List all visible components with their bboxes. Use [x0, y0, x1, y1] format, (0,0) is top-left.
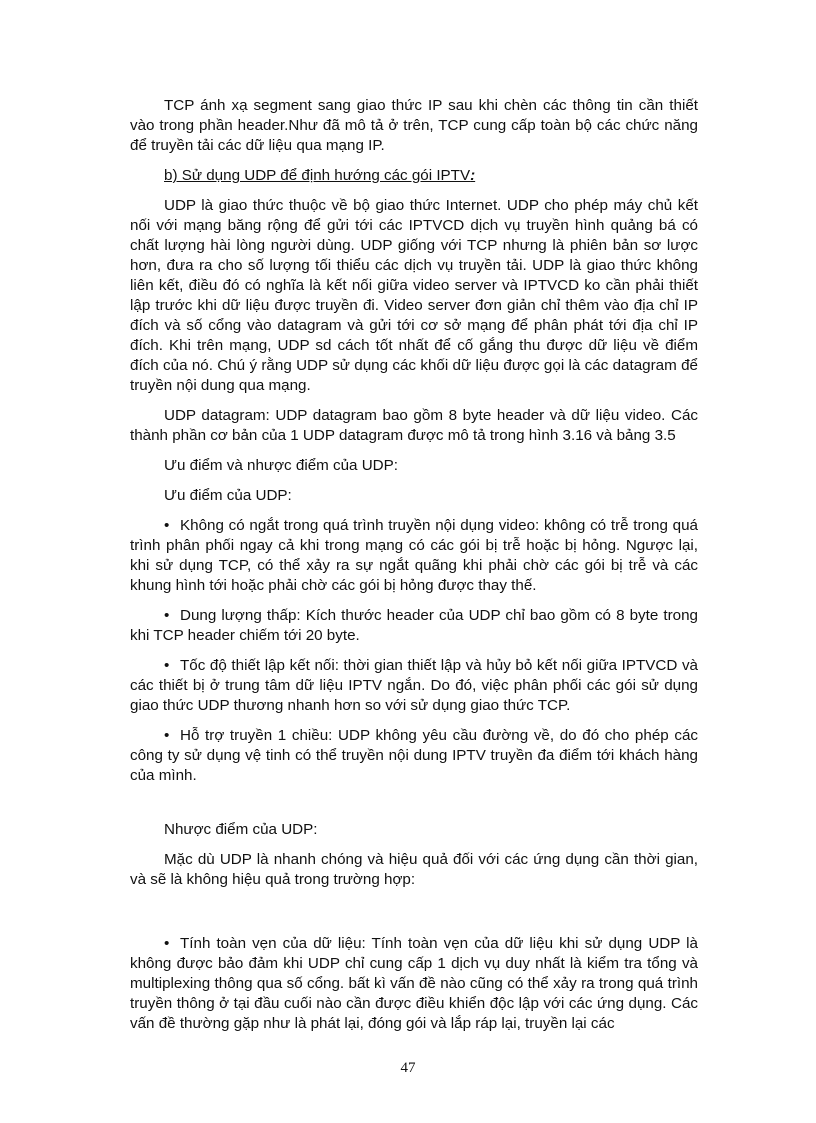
paragraph-tcp-mapping: TCP ánh xạ segment sang giao thức IP sau khi chèn các thông tin cần thiết vào trong phần header.Như đã mô tả ở trên, TCP cung cấp toàn bộ các chức năng để truyền tải các dữ liệu qua mạng IP. — [130, 97, 698, 154]
bullet-dot-icon: • — [164, 657, 170, 674]
bullet-text-low-overhead: Dung lượng thấp: Kích thước header của UDP chỉ bao gồm có 8 byte trong khi TCP header chiếm tới 20 byte. — [130, 607, 698, 644]
bullet-dot-icon: • — [164, 727, 170, 744]
paragraph-udp-intro: UDP là giao thức thuộc về bộ giao thức Internet. UDP cho phép máy chủ kết nối với mạng băng rộng để gửi tới các IPTVCD dịch vụ truyền hình quảng bá có chất lượng hài lòng người dùng. UDP giống với TCP nhưng là phiên bản sơ lược hơn, đưa ra cho số lượng tối thiểu các dịch vụ truyền tải. UDP là giao thức không liên kết, điều đó có nghĩa là kết nối giữa video server và IPTVCD ko cần phải thiết lập trước khi dữ liệu được truyền đi. Video server đơn giản chỉ thêm vào địa chỉ IP đích và số cổng vào datagram và gửi tới cơ sở mạng để phân phát tới địa chỉ IP đích. Khi trên mạng, UDP sd cách tốt nhất để cố gắng thu được dữ liệu về điểm đích của nó. Chú ý rằng UDP sử dụng các khối dữ liệu được gọi là các datagram để truyền nội dung qua mạng. — [130, 197, 698, 394]
bullet-item — [130, 934, 698, 1034]
label-pros-and-cons: Ưu điểm và nhược điểm của UDP: — [164, 457, 398, 474]
page-number: 47 — [400, 1060, 416, 1076]
section-heading-colon: : — [470, 167, 476, 184]
vertical-spacer — [130, 786, 698, 820]
bullet-item — [130, 516, 698, 596]
bullet-dot-icon: • — [164, 607, 170, 624]
paragraph-udp-datagram: UDP datagram: UDP datagram bao gồm 8 byte header và dữ liệu video. Các thành phần cơ bản của 1 UDP datagram được mô tả trong hình 3.16 và bảng 3.5 — [130, 407, 698, 444]
section-heading-udp — [164, 166, 698, 186]
paragraph-cons-intro: Mặc dù UDP là nhanh chóng và hiệu quả đối với các ứng dụng cần thời gian, và sẽ là không hiệu quả trong trường hợp: — [130, 851, 698, 888]
section-heading-text: b) Sử dụng UDP để định hướng các gói IPTV — [164, 167, 471, 184]
bullet-item — [130, 726, 698, 786]
page-content — [130, 96, 698, 1034]
bullet-dot-icon: • — [164, 517, 170, 534]
vertical-spacer — [130, 890, 698, 934]
bullet-dot-icon: • — [164, 935, 170, 952]
bullet-text-no-interrupt: Không có ngắt trong quá trình truyền nội dụng video: không có trễ trong quá trình phân phối ngay cả khi trong mạng có các gói bị trễ hoặc bị hỏng. Ngược lại, khi sử dụng TCP, có thể xảy ra sự ngắt quãng khi phải chờ các gói bị trễ và các khung hình tới hoặc phải chờ các gói bị hỏng được thay thế. — [130, 517, 698, 594]
bullet-item — [130, 656, 698, 716]
bullet-text-one-way: Hỗ trợ truyền 1 chiều: UDP không yêu cầu đường về, do đó cho phép các công ty sử dụng vệ tinh có thể truyền nội dung IPTV truyền đa điểm tới khách hàng của mình. — [130, 727, 698, 784]
label-cons: Nhược điểm của UDP: — [164, 821, 318, 838]
bullet-text-data-integrity: Tính toàn vẹn của dữ liệu: Tính toàn vẹn của dữ liệu khi sử dụng UDP là không được bảo đảm khi UDP chỉ cung cấp 1 dịch vụ duy nhất là kiểm tra tổng và multiplexing thông qua số cổng. bất kì vấn đề nào cũng có thể xảy ra trong quá trình truyền thông ở tại đầu cuối nào cần được điều khiển độc lập với các ứng dụng. Các vấn đề thường gặp như là phát lại, đóng gói và lắp ráp lại, truyền lại các — [130, 935, 698, 1032]
bullet-text-connection-speed: Tốc độ thiết lập kết nối: thời gian thiết lập và hủy bỏ kết nối giữa IPTVCD và các thiết bị ở trung tâm dữ liệu IPTV ngắn. Do đó, việc phân phối các gói sử dụng giao thức UDP thương nhanh hơn so với sử dụng giao thức TCP. — [130, 657, 698, 714]
bullet-item — [130, 606, 698, 646]
label-pros: Ưu điểm của UDP: — [164, 487, 292, 504]
